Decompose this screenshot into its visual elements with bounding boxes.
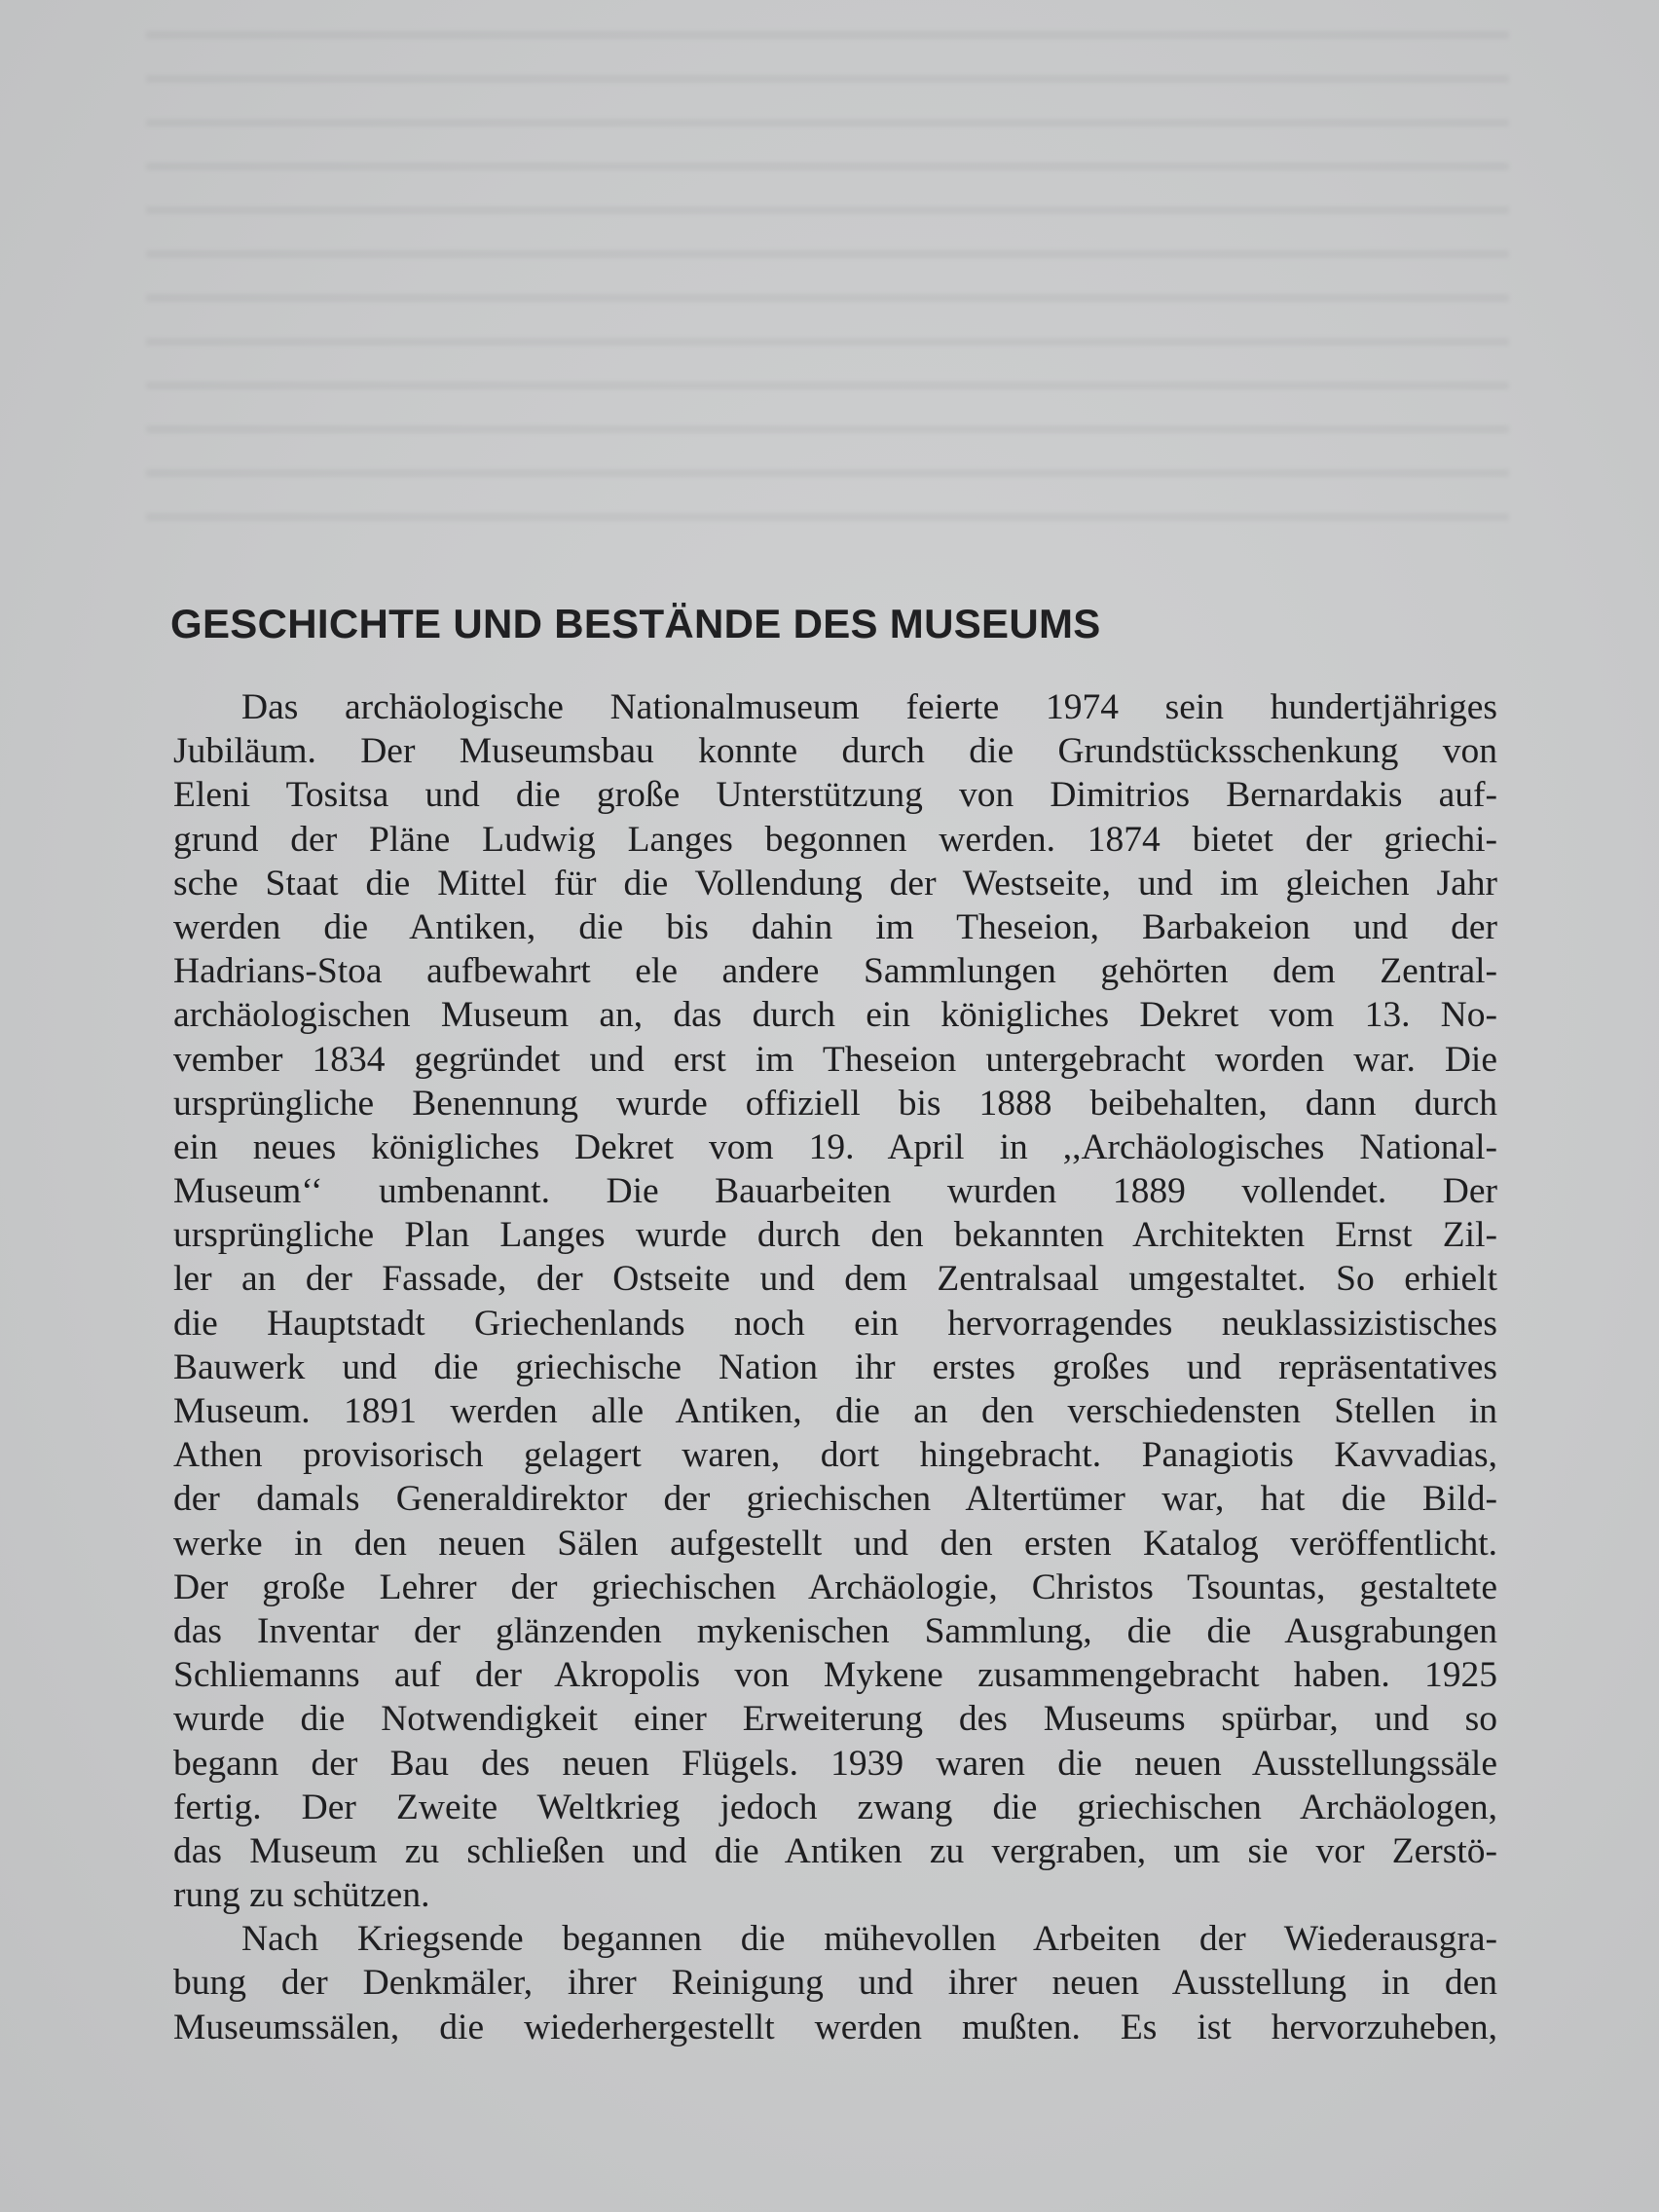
text-line: Jubiläum. Der Museumsbau konnte durch die Grundstücksschenkung von [173,731,1497,772]
text-line: werden die Antiken, die bis dahin im Theseion, Barbakeion und der [173,906,1497,947]
text-line: das Museum zu schließen und die Antiken zu vergraben, um sie vor Zerstö- [173,1830,1497,1871]
section-heading: GESCHICHTE UND BESTÄNDE DES MUSEUMS [170,601,1101,646]
text-line: grund der Pläne Ludwig Langes begonnen werden. 1874 bietet der griechi- [173,819,1497,860]
text-line: das Inventar der glänzenden mykenischen Sammlung, die die Ausgrabungen [173,1610,1497,1651]
text-line: ler an der Fassade, der Ostseite und dem Zentralsaal umgestaltet. So erhielt [173,1259,1497,1300]
text-line: Das archäologische Nationalmuseum feierte 1974 sein hundertjähriges [241,687,1497,727]
text-line: vember 1834 gegründet und erst im Theseion untergebracht worden war. Die [173,1039,1497,1080]
text-line: fertig. Der Zweite Weltkrieg jedoch zwang die griechischen Archäologen, [173,1787,1497,1827]
text-line: archäologischen Museum an, das durch ein königliches Dekret vom 13. No- [173,995,1497,1036]
show-through-text [146,10,1509,555]
text-line: Hadrians-Stoa aufbewahrt ele andere Sammlungen gehörten dem Zentral- [173,951,1497,992]
text-line: ursprüngliche Plan Langes wurde durch den bekannten Architekten Ernst Zil- [173,1215,1497,1256]
text-line: der damals Generaldirektor der griechischen Altertümer war, hat die Bild- [173,1479,1497,1520]
text-line: Museum‘‘ umbenannt. Die Bauarbeiten wurden 1889 vollendet. Der [173,1171,1497,1212]
text-line: ursprüngliche Benennung wurde offiziell bis 1888 beibehalten, dann durch [173,1083,1497,1124]
text-line: Der große Lehrer der griechischen Archäologie, Christos Tsountas, gestaltete [173,1567,1497,1607]
text-line: begann der Bau des neuen Flügels. 1939 waren die neuen Ausstellungssäle [173,1743,1497,1784]
text-line: werke in den neuen Sälen aufgestellt und den ersten Katalog veröffentlicht. [173,1523,1497,1564]
text-line: Bauwerk und die griechische Nation ihr erstes großes und repräsentatives [173,1346,1497,1387]
text-line: Museumssälen, die wiederhergestellt werden mußten. Es ist hervorzuheben, [173,2007,1497,2047]
text-line: Schliemanns auf der Akropolis von Mykene zusammengebracht haben. 1925 [173,1655,1497,1696]
text-line: bung der Denkmäler, ihrer Reinigung und ihrer neuen Ausstellung in den [173,1963,1497,2004]
text-line: Museum. 1891 werden alle Antiken, die an den verschiedensten Stellen in [173,1391,1497,1431]
text-line: Eleni Tositsa und die große Unterstützung von Dimitrios Bernardakis auf- [173,775,1497,816]
text-line: Athen provisorisch gelagert waren, dort hingebracht. Panagiotis Kavvadias, [173,1435,1497,1476]
text-line: sche Staat die Mittel für die Vollendung der Westseite, und im gleichen Jahr [173,863,1497,903]
text-line: ein neues königliches Dekret vom 19. April in ,,Archäologisches National- [173,1126,1497,1167]
text-line: Nach Kriegsende begannen die mühevollen Arbeiten der Wiederausgra- [241,1919,1497,1960]
body-text [173,685,1497,2049]
text-line: wurde die Notwendigkeit einer Erweiterung des Museums spürbar, und so [173,1699,1497,1740]
text-line: rung zu schützen. [173,1875,430,1916]
text-line: die Hauptstadt Griechenlands noch ein hervorragendes neuklassizistisches [173,1303,1497,1344]
